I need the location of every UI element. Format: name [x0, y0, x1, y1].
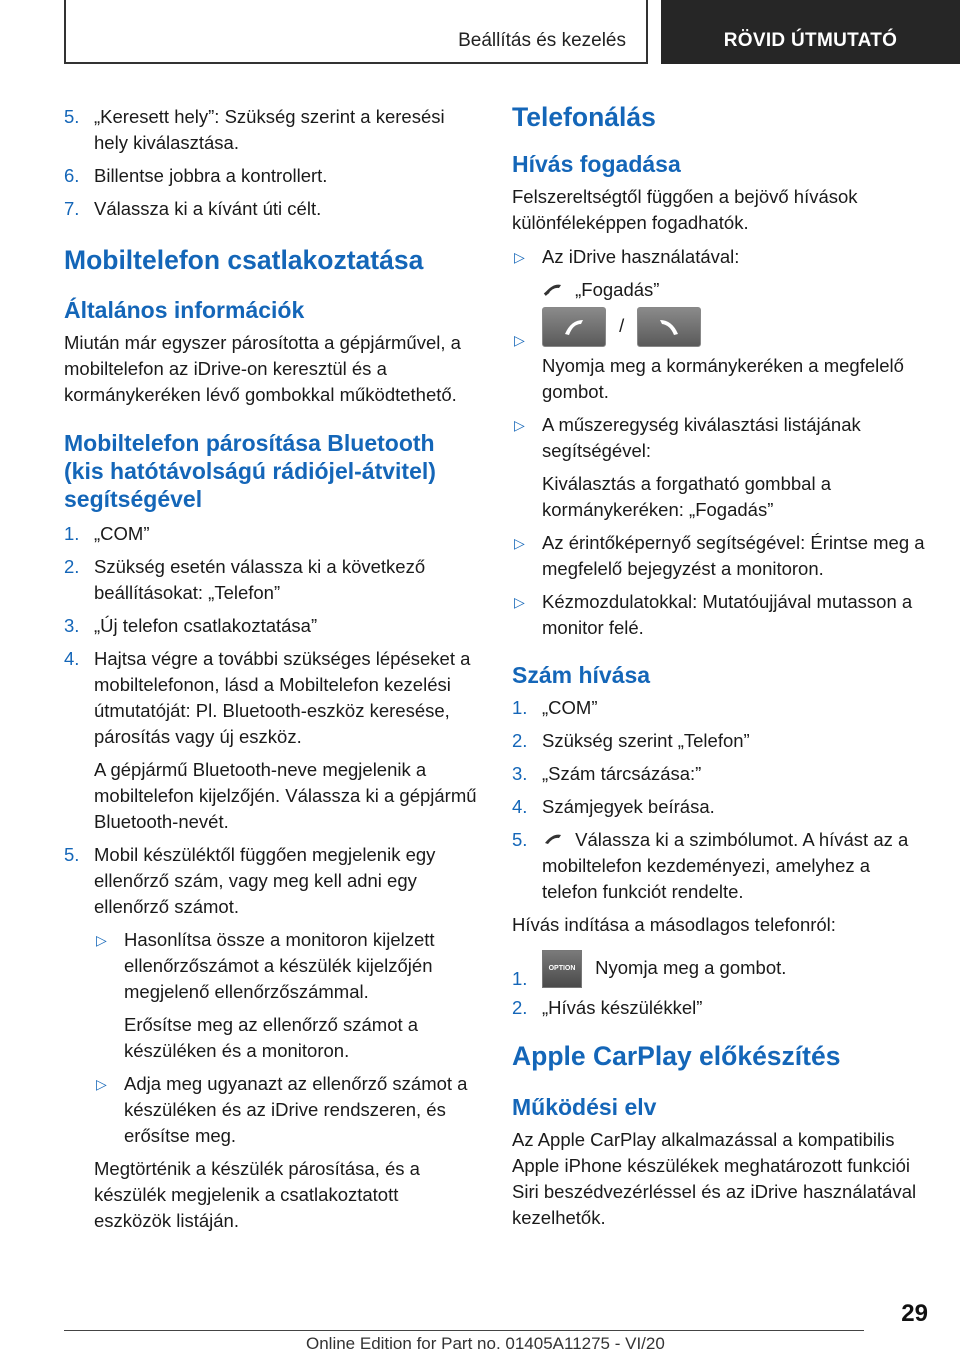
list-item: 3. „Új telefon csatlakoztatása”: [64, 615, 318, 636]
page-header: [0, 0, 960, 66]
list-item: 2. „Hívás készülékkel”: [512, 997, 703, 1018]
list-item: 1. OPTION Nyomja meg a gombot.: [512, 950, 926, 988]
list-item: 5. Mobil készüléktől függően megjelenik egy ellenőrző szám, vagy meg kell adni egy ellenőrző számot. ▷ Hasonlítsa össze a monitoron kijelzett ellenőrzőszámot a készülék kijelzőjén megjelenő ellenőrzőszámmal. Erősítse meg az ellenőrző számot a készüléken és a monitoron. ▷ Adja meg ugyanazt az ellenőrző számot a készüléken és az iDrive rendszeren, és erősítse meg. Megtörténik a készülék párosítása, és a készülék megjelenik a csatlakoztatott eszközök listáján.: [64, 842, 479, 1234]
triangle-bullet-icon: ▷: [514, 594, 525, 610]
list-item: 5. „Keresett hely”: Szükség szerint a keresési hely kiválasztása.: [64, 106, 445, 153]
paragraph-receive: Felszereltségtől függően a bejövő hívások különféleképpen fogadhatók.: [512, 186, 858, 233]
header-guide-title: RÖVID ÚTMUTATÓ: [723, 30, 898, 51]
phone-icon: [542, 829, 569, 850]
list-item: 5. Válassza ki a szimbólumot. A hívást az a mobiltelefon kezdeményezi, amelyhez a telefon funkciót rendelte.: [512, 829, 909, 902]
triangle-bullet-icon: ▷: [96, 1076, 107, 1092]
list-item: 2. Szükség esetén válassza ki a következő beállításokat: „Telefon”: [64, 556, 426, 603]
left-column: [64, 98, 479, 1234]
footer-edition: Online Edition for Part no. 01405A11275 - VI/20: [306, 1334, 665, 1353]
right-column: [512, 98, 926, 1231]
heading-pairing: Mobiltelefon párosítása Bluetooth (kis hatótávolságú rádiójel-átvitel) segítségével: [64, 430, 436, 512]
bullet-item: ▷ / Nyomja meg a kormánykeréken a megfelelő gombot.: [512, 307, 926, 405]
heading-general: Általános információk: [64, 297, 305, 323]
answer-call-button: [542, 307, 606, 347]
list-item: 3. „Szám tárcsázása:”: [512, 763, 702, 784]
bullet-item: ▷ Az iDrive használatával: „Fogadás”: [514, 246, 740, 300]
header-guide-box: [661, 0, 960, 64]
heading-receive: Hívás fogadása: [512, 151, 681, 177]
list-item: 1. „COM”: [512, 697, 598, 718]
page-number: 29: [901, 1300, 928, 1327]
triangle-bullet-icon: ▷: [514, 417, 525, 433]
paragraph-second-phone: Hívás indítása a másodlagos telefonról:: [512, 914, 836, 935]
paragraph-general: Miután már egyszer párosította a gépjárművel, a mobiltelefon az iDrive-on keresztül és a kormánykeréken lévő gombokkal működtethető.: [64, 332, 461, 405]
bullet-item: ▷ A műszeregység kiválasztási listájának segítségével: Kiválasztás a forgatható gombbal a kormánykeréken: „Fogadás”: [514, 414, 861, 520]
heading-principle: Működési elv: [512, 1094, 657, 1120]
triangle-bullet-icon: ▷: [96, 932, 107, 948]
list-item: 2. Szükség szerint „Telefon”: [512, 730, 750, 751]
list-item: 6. Billentse jobbra a kontrollert.: [64, 165, 328, 186]
footer-divider: [64, 1330, 864, 1331]
paragraph-carplay: Az Apple CarPlay alkalmazással a kompatibilis Apple iPhone készülékek meghatározott funkciói Siri beszédvezérléssel és az iDrive használatával kezelhetők.: [512, 1129, 917, 1228]
triangle-bullet-icon: ▷: [514, 249, 525, 265]
phone-button: [637, 307, 701, 347]
heading-mobile: Mobiltelefon csatlakoztatása: [64, 245, 424, 275]
heading-phone: Telefonálás: [512, 102, 656, 132]
phone-icon: [542, 279, 569, 300]
bullet-item: ▷ Hasonlítsa össze a monitoron kijelzett ellenőrzőszámot a készülék kijelzőjén megjelenő ellenőrzőszámmal. Erősítse meg az ellenőrző számot a készüléken és a monitoron.: [96, 929, 435, 1061]
bullet-item: ▷ Adja meg ugyanazt az ellenőrző számot a készüléken és az iDrive rendszeren, és erősítse meg.: [96, 1073, 468, 1146]
heading-dial: Szám hívása: [512, 662, 651, 688]
header-section-box: [64, 0, 648, 64]
bullet-item: ▷ Az érintőképernyő segítségével: Érintse meg a megfelelő bejegyzést a monitoron.: [514, 532, 925, 579]
list-item: 4. Számjegyek beírása.: [512, 796, 715, 817]
list-item: 4. Hajtsa végre a további szükséges lépéseket a mobiltelefonon, lásd a Mobiltelefon kezelési útmutatóját: Pl. Bluetooth-eszköz keresése, párosítás vagy új eszköz. A gépjármű Bluetooth-neve megjelenik a mobiltelefon kijelzőjén. Válassza ki a gépjármű Bluetooth-nevét.: [64, 648, 477, 832]
heading-carplay: Apple CarPlay előkészítés: [512, 1041, 841, 1071]
header-section-title: Beállítás és kezelés: [458, 30, 626, 51]
list-item: 1. „COM”: [64, 523, 150, 544]
triangle-bullet-icon: ▷: [514, 332, 525, 348]
bullet-item: ▷ Kézmozdulatokkal: Mutatóujjával mutasson a monitor felé.: [514, 591, 913, 638]
option-button: OPTION: [542, 950, 582, 988]
list-item: 7. Válassza ki a kívánt úti célt.: [64, 198, 322, 219]
triangle-bullet-icon: ▷: [514, 535, 525, 551]
